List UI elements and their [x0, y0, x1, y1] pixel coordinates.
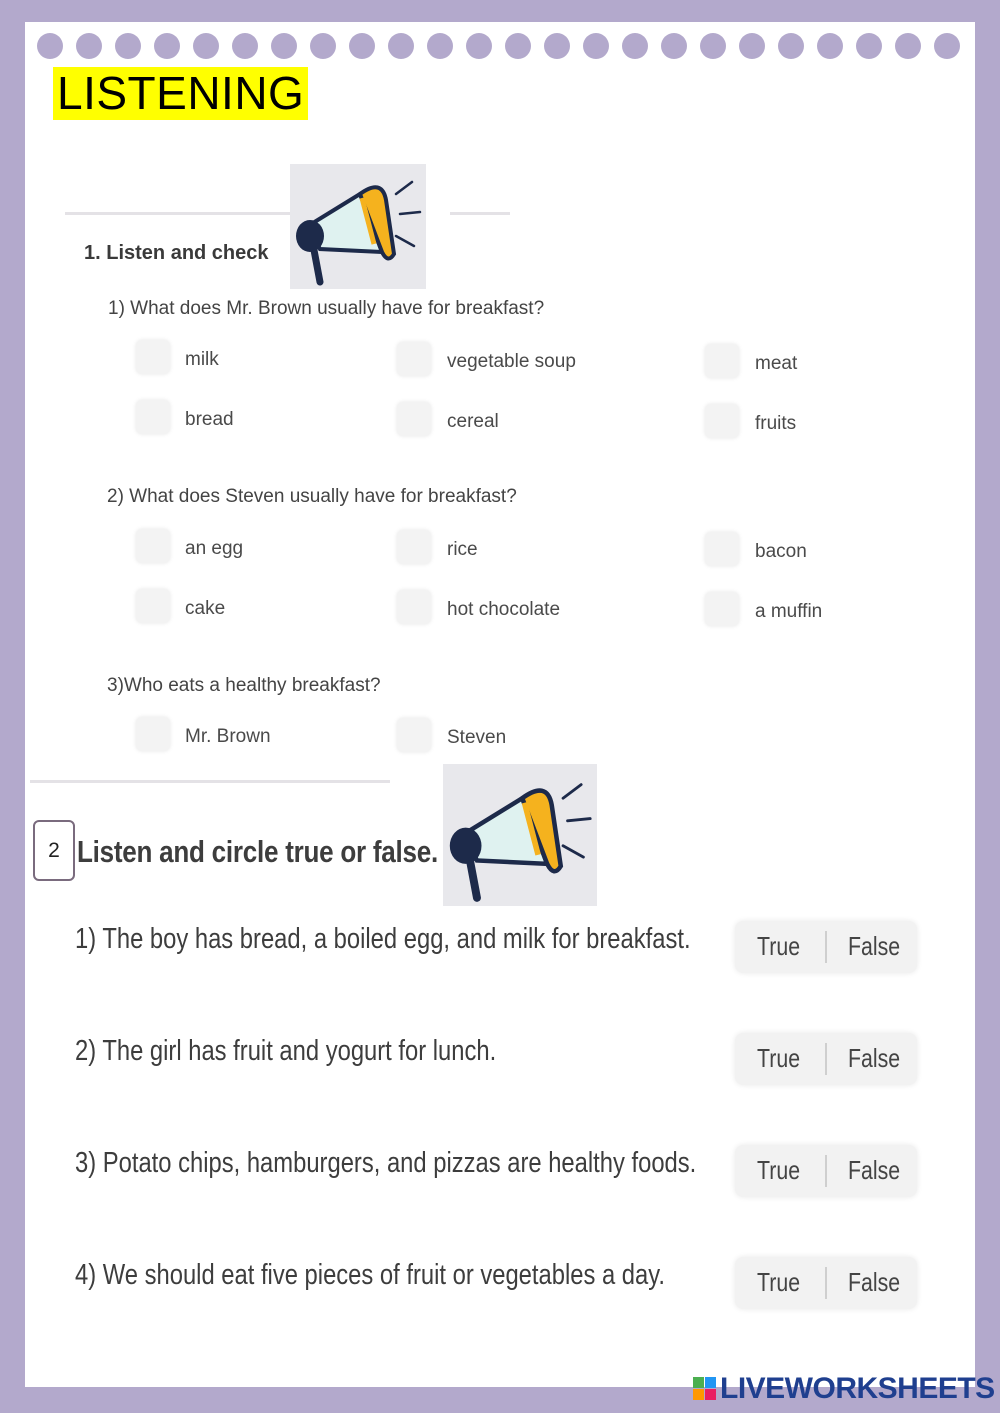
checkbox[interactable]	[136, 400, 170, 434]
megaphone-icon[interactable]	[290, 164, 426, 289]
exercise2-heading: Listen and circle true or false.	[77, 834, 438, 869]
option-label: milk	[185, 349, 219, 370]
false-option[interactable]: False	[848, 1043, 901, 1073]
checkbox[interactable]	[705, 592, 739, 626]
option-label: meat	[755, 353, 798, 374]
option-label: cereal	[447, 411, 499, 432]
binder-hole	[388, 33, 414, 59]
scan-artifact	[450, 212, 510, 215]
binder-hole	[232, 33, 258, 59]
true-false-selector[interactable]	[735, 921, 917, 973]
statement-4: 4) We should eat five pieces of fruit or vegetables a day.	[75, 1259, 665, 1291]
divider	[825, 1043, 827, 1075]
statement-1: 1) The boy has bread, a boiled egg, and milk for breakfast.	[75, 923, 691, 955]
liveworksheets-logo-icon	[693, 1377, 717, 1401]
binder-hole	[505, 33, 531, 59]
binder-hole	[76, 33, 102, 59]
checkbox[interactable]	[136, 340, 170, 374]
option-label: Steven	[447, 727, 507, 748]
false-option[interactable]: False	[848, 1155, 901, 1185]
checkbox[interactable]	[397, 342, 431, 376]
true-false-selector[interactable]	[735, 1033, 917, 1085]
binder-hole	[622, 33, 648, 59]
exercise2-number: 2	[33, 820, 75, 881]
binder-hole	[856, 33, 882, 59]
checkbox[interactable]	[397, 530, 431, 564]
binder-hole	[271, 33, 297, 59]
statement-3: 3) Potato chips, hamburgers, and pizzas are healthy foods.	[75, 1147, 697, 1179]
binder-hole	[739, 33, 765, 59]
binder-hole	[661, 33, 687, 59]
option-label: rice	[447, 539, 478, 560]
liveworksheets-logo[interactable]	[693, 1374, 995, 1404]
option-label: fruits	[755, 413, 797, 434]
option-label: bacon	[755, 541, 807, 562]
checkbox[interactable]	[397, 402, 431, 436]
checkbox[interactable]	[136, 589, 170, 623]
option-label: a muffin	[755, 601, 823, 622]
question-1: 1) What does Mr. Brown usually have for breakfast?	[108, 298, 545, 319]
exercise1-heading: 1. Listen and check	[84, 242, 269, 264]
option-label: cake	[185, 598, 226, 619]
divider	[825, 1155, 827, 1187]
binder-hole	[193, 33, 219, 59]
binder-hole	[154, 33, 180, 59]
true-false-selector[interactable]	[735, 1145, 917, 1197]
option-label: an egg	[185, 538, 244, 559]
false-option[interactable]: False	[848, 1267, 901, 1297]
binder-hole	[817, 33, 843, 59]
false-option[interactable]: False	[848, 931, 901, 961]
binder-hole	[934, 33, 960, 59]
binder-hole	[310, 33, 336, 59]
checkbox[interactable]	[705, 404, 739, 438]
divider	[825, 1267, 827, 1299]
true-option[interactable]: True	[757, 1155, 801, 1185]
true-option[interactable]: True	[757, 1267, 801, 1297]
binder-hole	[895, 33, 921, 59]
question-3: 3)Who eats a healthy breakfast?	[107, 675, 381, 696]
statement-2: 2) The girl has fruit and yogurt for lunch.	[75, 1035, 497, 1067]
true-option[interactable]: True	[757, 931, 801, 961]
checkbox[interactable]	[705, 344, 739, 378]
binder-hole	[349, 33, 375, 59]
binder-hole	[583, 33, 609, 59]
question-2: 2) What does Steven usually have for breakfast?	[107, 486, 517, 507]
binder-holes	[0, 0, 1000, 70]
scan-artifact	[65, 212, 290, 215]
binder-hole	[778, 33, 804, 59]
binder-hole	[37, 33, 63, 59]
binder-hole	[544, 33, 570, 59]
true-false-selector[interactable]	[735, 1257, 917, 1309]
binder-hole	[115, 33, 141, 59]
checkbox[interactable]	[705, 532, 739, 566]
checkbox[interactable]	[397, 590, 431, 624]
option-label: vegetable soup	[447, 351, 576, 372]
binder-hole	[427, 33, 453, 59]
true-option[interactable]: True	[757, 1043, 801, 1073]
checkbox[interactable]	[397, 718, 431, 752]
binder-hole	[700, 33, 726, 59]
megaphone-icon[interactable]	[443, 764, 597, 906]
option-label: bread	[185, 409, 234, 430]
option-label: hot chocolate	[447, 599, 561, 620]
checkbox[interactable]	[136, 529, 170, 563]
option-label: Mr. Brown	[185, 726, 271, 747]
binder-hole	[466, 33, 492, 59]
brand-name: LIVEWORKSHEETS	[720, 1372, 995, 1405]
page-title: LISTENING	[53, 67, 308, 120]
scan-artifact	[30, 780, 390, 783]
divider	[825, 931, 827, 963]
checkbox[interactable]	[136, 717, 170, 751]
